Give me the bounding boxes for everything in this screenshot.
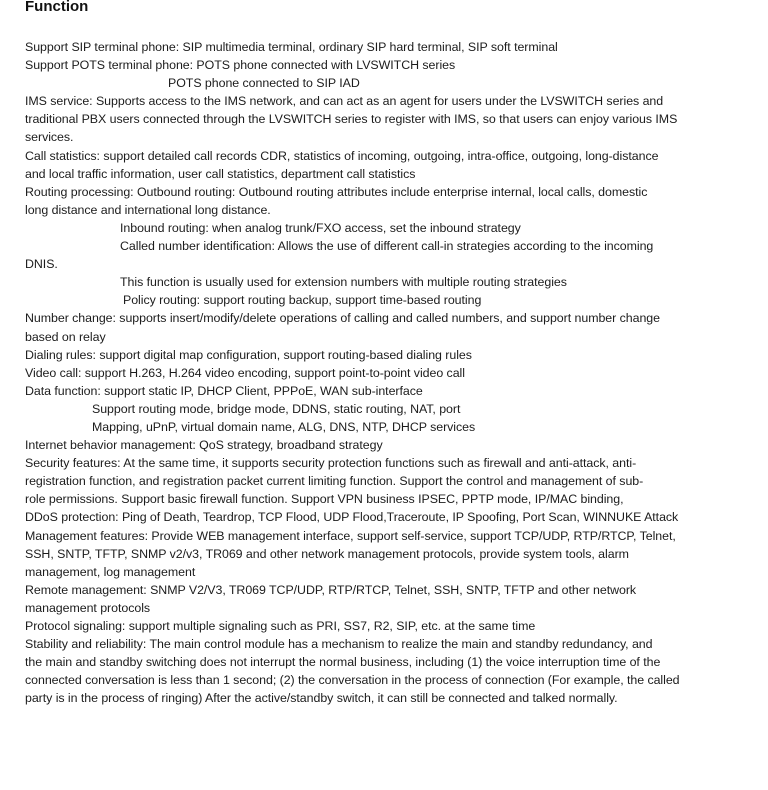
- text-line: based on relay: [25, 329, 106, 344]
- text-line: role permissions. Support basic firewall function. Support VPN business IPSEC, PPTP mode, IP/MAC binding,: [25, 492, 624, 507]
- text-line: management protocols: [25, 600, 151, 615]
- text-line: IMS service: Supports access to the IMS network, and can act as an agent for users under the LVSWITCH series and: [25, 94, 664, 109]
- text-line: POTS phone connected to SIP IAD: [168, 76, 360, 91]
- text-line: Security features: At the same time, it supports security protection functions such as firewall and anti-attack, anti-: [25, 456, 637, 471]
- text-line: registration function, and registration packet current limiting function. Support the control and management of sub-: [25, 474, 644, 489]
- text-line: Protocol signaling: support multiple signaling such as PRI, SS7, R2, SIP, etc. at the same time: [25, 619, 536, 633]
- text-line: Support SIP terminal phone: SIP multimedia terminal, ordinary SIP hard terminal, SIP soft terminal: [25, 40, 558, 54]
- text-line: Stability and reliability: The main control module has a mechanism to realize the main and standby redundancy, and: [25, 637, 653, 652]
- text-line: Management features: Provide WEB management interface, support self-service, support TCP/UDP, RTP/RTCP, Telnet,: [25, 528, 676, 543]
- section-heading: Function: [25, 0, 89, 15]
- text-line: party is in the process of ringing) After the active/standby switch, it can still be connected and talked normally.: [25, 691, 618, 706]
- text-line: Internet behavior management: QoS strategy, broadband strategy: [25, 438, 383, 453]
- function-description: [25, 38, 761, 707]
- text-line: Remote management: SNMP V2/V3, TR069 TCP/UDP, RTP/RTCP, Telnet, SSH, SNTP, TFTP and other network: [25, 582, 637, 597]
- text-line: DDoS protection: Ping of Death, Teardrop, TCP Flood, UDP Flood,Traceroute, IP Spoofing, Port Scan, WINNUKE Attack: [25, 510, 679, 525]
- text-line: Inbound routing: when analog trunk/FXO access, set the inbound strategy: [120, 220, 521, 235]
- text-line: Data function: support static IP, DHCP Client, PPPoE, WAN sub-interface: [25, 383, 423, 398]
- text-line: traditional PBX users connected through the LVSWITCH series to register with IMS, so that users can enjoy various IMS: [25, 112, 678, 127]
- text-line: Support POTS terminal phone: POTS phone connected with LVSWITCH series: [25, 58, 456, 73]
- text-line: connected conversation is less than 1 second; (2) the conversation in the process of connection (For example, the called: [25, 673, 680, 688]
- text-line: management, log management: [25, 564, 196, 579]
- text-line: Mapping, uPnP, virtual domain name, ALG, DNS, NTP, DHCP services: [92, 419, 476, 434]
- text-line: and local traffic information, user call statistics, department call statistics: [25, 166, 416, 181]
- text-line: DNIS.: [25, 257, 58, 272]
- text-line: Call statistics: support detailed call records CDR, statistics of incoming, outgoing, intra-office, outgoing, long-distance: [25, 148, 659, 163]
- text-line: Number change: supports insert/modify/delete operations of calling and called numbers, and support number change: [25, 311, 660, 326]
- text-line: Called number identification: Allows the use of different call-in strategies according to the incoming: [120, 239, 654, 254]
- text-line: This function is usually used for extension numbers with multiple routing strategies: [120, 275, 567, 290]
- text-line: Routing processing: Outbound routing: Outbound routing attributes include enterprise internal, local calls, domestic: [25, 184, 648, 199]
- text-line: Video call: support H.263, H.264 video encoding, support point-to-point video call: [25, 365, 465, 380]
- text-line: Dialing rules: support digital map configuration, support routing-based dialing rules: [25, 347, 472, 362]
- text-line: services.: [25, 130, 74, 145]
- text-line: Policy routing: support routing backup, support time-based routing: [123, 293, 482, 308]
- text-line: Support routing mode, bridge mode, DDNS, static routing, NAT, port: [92, 401, 461, 416]
- text-line: the main and standby switching does not interrupt the normal business, including (1) the voice interruption time of the: [25, 655, 661, 670]
- text-line: long distance and international long distance.: [25, 202, 271, 217]
- text-line: SSH, SNTP, TFTP, SNMP v2/v3, TR069 and other network management protocols, provide system tools, alarm: [25, 546, 629, 561]
